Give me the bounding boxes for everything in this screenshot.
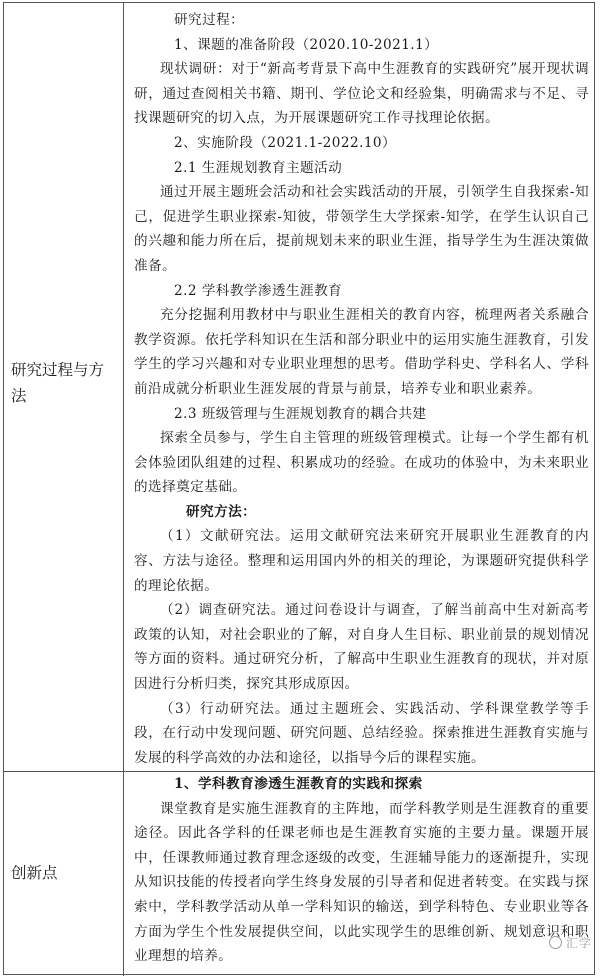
heading-2-3: 2.3 班级管理与生涯规划教育的耦合共建 xyxy=(174,405,427,422)
watermark xyxy=(549,934,592,951)
paragraph-2-3: 探索全员参与，学生自主管理的班级管理模式。让每一个学生都有机会体验团队组建的过程、积累成功的经验。在成功的体验中，为未来职业的选择奠定基础。 xyxy=(134,430,589,496)
heading-2-2: 2.2 学科教学渗透生涯教育 xyxy=(174,282,343,299)
heading-research-process: 研究过程： xyxy=(174,12,245,28)
heading-2-1: 2.1 生涯规划教育主题活动 xyxy=(174,159,343,176)
table-row-research-process xyxy=(4,3,594,772)
heading-stage-implementation: 2、实施阶段（2021.1-2022.10） xyxy=(174,134,397,151)
paragraph-method-literature: （1）文献研究法。运用文献研究法来研究开展职业生涯教育的内容、方法与途径。整理和运用国内外的相关的理论，为课题研究提供科学的理论依据。 xyxy=(134,528,589,594)
paragraph-2-1: 通过开展主题班会活动和社会实践活动的开展，引领学生自我探索-知己，促进学生职业探索-知彼，带领学生大学探索-知学，在学生认识自己的兴趣和能力所在后，提前规划未来的职业生涯，指导学生为生涯决策做准备。 xyxy=(134,184,589,274)
paragraph-2-2: 充分挖掘利用教材中与职业生涯相关的教育内容，梳理两者关系融合教学资源。依托学科知识在生活和部分职业中的运用实施生涯教育，引发学生的学习兴趣和对专业职业理想的思考。借助学科史、学科名人、学科前沿成就分析职业生涯发展的背景与前景，培养专业和职业素养。 xyxy=(134,307,589,397)
paragraph-innovation-1: 课堂教育是实施生涯教育的主阵地，而学科教学则是生涯教育的重要途径。因此各学科的任课老师也是生涯教育实施的主要力量。课题开展中，任课教师通过教育理念逐级的改变，生涯辅导能力的逐渐提升，实现从知识技能的传授者向学生终身发展的引导者和促进者转变。在实践与探索中，学科教学活动从单一学科知识的输送，到学科特色、专业职业等各方面为学生个性发展提供空间，以此实现学生的思维创新、规划意识和职业理想的培养。 xyxy=(134,800,589,965)
wechat-channel-icon xyxy=(549,936,562,949)
paragraph-method-action: （3）行动研究法。通过主题班会、实践活动、学科课堂教学等手段，在行动中发现问题、研究问题、总结经验。探索推进生涯教育实施与发展的科学高效的办法和途径，以指导今后的课程实施。 xyxy=(134,700,589,766)
heading-stage-preparation: 1、课题的准备阶段（2020.10-2021.1） xyxy=(174,36,439,53)
heading-innovation-1: 1、学科教育渗透生涯教育的实践和探索 xyxy=(174,776,423,792)
row-content-innovation xyxy=(124,772,594,976)
row-label-innovation: 创新点 xyxy=(4,772,124,976)
row-content-research-process xyxy=(124,3,594,771)
document-table xyxy=(3,2,595,975)
table-row-innovation xyxy=(4,772,594,976)
heading-research-methods: 研究方法： xyxy=(186,503,257,520)
paragraph-method-survey: （2）调查研究法。通过问卷设计与调查，了解当前高中生对新高考政策的认知，对社会职业的了解，对自身人生目标、职业前景的规划情况等方面的资料。通过研究分析，了解高中生职业生涯教育的现状，并对原因进行分析归类，探究其形成原因。 xyxy=(134,602,589,693)
row-label-research-process: 研究过程与方法 xyxy=(4,3,124,771)
paragraph-status-survey: 现状调研：对于“新高考背景下高中生涯教育的实践研究”展开现状调研，通过查阅相关书籍、期刊、学位论文和经验集，明确需求与不足、寻找课题研究的切入点，为开展课题研究工作寻找理论依据。 xyxy=(134,61,589,127)
watermark-text: 汇学 xyxy=(565,936,592,950)
